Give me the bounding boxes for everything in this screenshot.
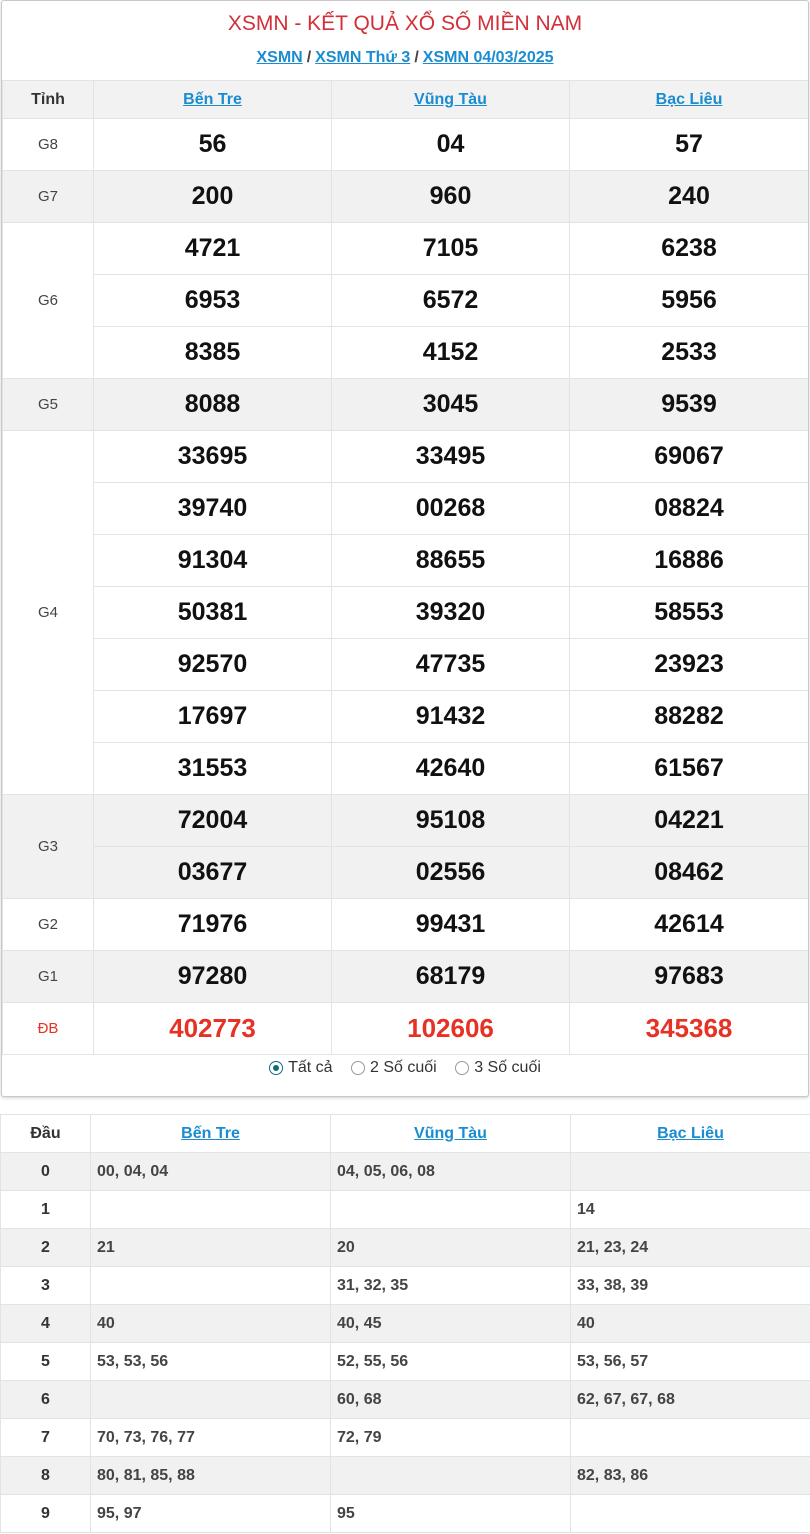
prize-number: 08462 <box>570 847 809 899</box>
column-header-province <box>91 1115 331 1153</box>
loto-row <box>1 1419 810 1457</box>
prize-row <box>3 1003 809 1055</box>
prize-number: 92570 <box>94 639 332 691</box>
loto-values: 95, 97 <box>91 1495 331 1533</box>
filter-option-all[interactable] <box>269 1059 332 1077</box>
prize-number: 56 <box>94 119 332 171</box>
loto-head-digit: 9 <box>1 1495 91 1533</box>
loto-row <box>1 1457 810 1495</box>
loto-head-digit: 4 <box>1 1305 91 1343</box>
prize-number: 42614 <box>570 899 809 951</box>
prize-number: 2533 <box>570 327 809 379</box>
filter-option-3-digits[interactable] <box>455 1059 541 1077</box>
loto-values: 33, 38, 39 <box>571 1267 810 1305</box>
loto-values: 53, 56, 57 <box>571 1343 810 1381</box>
prize-number: 6953 <box>94 275 332 327</box>
loto-head-digit: 5 <box>1 1343 91 1381</box>
prize-number: 91432 <box>332 691 570 743</box>
prize-number: 08824 <box>570 483 809 535</box>
prize-number: 3045 <box>332 379 570 431</box>
prize-number: 02556 <box>332 847 570 899</box>
prize-row <box>3 795 809 847</box>
prize-row <box>3 899 809 951</box>
loto-row <box>1 1381 810 1419</box>
column-header-tinh: Tỉnh <box>3 81 94 119</box>
prize-number: 9539 <box>570 379 809 431</box>
prize-number: 16886 <box>570 535 809 587</box>
prize-row <box>3 535 809 587</box>
column-header-province <box>570 81 809 119</box>
prize-label: G5 <box>3 379 94 431</box>
prize-number: 960 <box>332 171 570 223</box>
prize-number: 6238 <box>570 223 809 275</box>
prize-number: 8385 <box>94 327 332 379</box>
loto-row <box>1 1267 810 1305</box>
province-link-ben-tre[interactable]: Bến Tre <box>183 90 242 108</box>
loto-values: 95 <box>331 1495 571 1533</box>
loto-values <box>571 1419 810 1457</box>
results-body <box>3 119 809 1055</box>
breadcrumb: XSMN / XSMN Thứ 3 / XSMN 04/03/2025 <box>256 49 554 66</box>
loto-values <box>571 1153 810 1191</box>
prize-number: 99431 <box>332 899 570 951</box>
loto-province-link-ben-tre[interactable]: Bến Tre <box>181 1124 240 1142</box>
filter-option-label: 2 Số cuối <box>370 1059 437 1076</box>
loto-values: 40 <box>571 1305 810 1343</box>
loto-values: 21 <box>91 1229 331 1267</box>
loto-head-digit: 3 <box>1 1267 91 1305</box>
prize-number: 71976 <box>94 899 332 951</box>
loto-values: 82, 83, 86 <box>571 1457 810 1495</box>
prize-number: 31553 <box>94 743 332 795</box>
loto-head-digit: 6 <box>1 1381 91 1419</box>
results-table <box>2 80 809 1055</box>
loto-values: 62, 67, 67, 68 <box>571 1381 810 1419</box>
loto-table <box>0 1114 810 1533</box>
loto-province-link-vung-tau[interactable]: Vũng Tàu <box>414 1124 487 1142</box>
prize-number: 03677 <box>94 847 332 899</box>
prize-number: 7105 <box>332 223 570 275</box>
prize-label: G6 <box>3 223 94 379</box>
prize-number: 6572 <box>332 275 570 327</box>
prize-number: 47735 <box>332 639 570 691</box>
results-card <box>1 0 809 1097</box>
prize-row <box>3 691 809 743</box>
loto-values: 00, 04, 04 <box>91 1153 331 1191</box>
prize-row <box>3 431 809 483</box>
loto-values: 21, 23, 24 <box>571 1229 810 1267</box>
prize-label: G1 <box>3 951 94 1003</box>
prize-label: G2 <box>3 899 94 951</box>
prize-row <box>3 119 809 171</box>
prize-number: 402773 <box>94 1003 332 1055</box>
prize-number: 50381 <box>94 587 332 639</box>
loto-row <box>1 1343 810 1381</box>
loto-row <box>1 1495 810 1533</box>
prize-number: 33495 <box>332 431 570 483</box>
loto-values: 40 <box>91 1305 331 1343</box>
radio-icon[interactable] <box>455 1061 469 1075</box>
prize-number: 04 <box>332 119 570 171</box>
loto-province-link-bac-lieu[interactable]: Bạc Liêu <box>657 1124 724 1142</box>
column-header-province <box>331 1115 571 1153</box>
prize-label: G7 <box>3 171 94 223</box>
prize-number: 8088 <box>94 379 332 431</box>
column-header-province <box>94 81 332 119</box>
column-header-province <box>332 81 570 119</box>
prize-number: 00268 <box>332 483 570 535</box>
loto-head-digit: 2 <box>1 1229 91 1267</box>
loto-head-digit: 1 <box>1 1191 91 1229</box>
loto-values: 40, 45 <box>331 1305 571 1343</box>
loto-values <box>331 1457 571 1495</box>
loto-values: 31, 32, 35 <box>331 1267 571 1305</box>
prize-label: G4 <box>3 431 94 795</box>
prize-number: 58553 <box>570 587 809 639</box>
prize-number: 5956 <box>570 275 809 327</box>
prize-number: 17697 <box>94 691 332 743</box>
prize-number: 88655 <box>332 535 570 587</box>
province-link-bac-lieu[interactable]: Bạc Liêu <box>655 90 723 108</box>
province-link-vung-tau[interactable]: Vũng Tàu <box>414 90 487 108</box>
prize-number: 39320 <box>332 587 570 639</box>
prize-number: 4721 <box>94 223 332 275</box>
loto-values <box>91 1191 331 1229</box>
prize-label: G8 <box>3 119 94 171</box>
loto-body <box>1 1153 810 1533</box>
prize-row <box>3 171 809 223</box>
column-header-province <box>571 1115 810 1153</box>
column-header-dau: Đầu <box>1 1115 91 1153</box>
loto-values: 72, 79 <box>331 1419 571 1457</box>
loto-head-digit: 0 <box>1 1153 91 1191</box>
prize-number: 61567 <box>570 743 809 795</box>
loto-values <box>331 1191 571 1229</box>
prize-number: 68179 <box>332 951 570 1003</box>
loto-values <box>91 1381 331 1419</box>
results-header-row <box>3 81 809 119</box>
loto-head-digit: 8 <box>1 1457 91 1495</box>
prize-row <box>3 587 809 639</box>
prize-number: 240 <box>570 171 809 223</box>
prize-number: 33695 <box>94 431 332 483</box>
prize-row <box>3 327 809 379</box>
filter-option-2-digits[interactable] <box>351 1059 437 1077</box>
prize-number: 97280 <box>94 951 332 1003</box>
digit-filter <box>2 1059 808 1077</box>
loto-values: 53, 53, 56 <box>91 1343 331 1381</box>
prize-row <box>3 379 809 431</box>
filter-option-label: Tất cả <box>288 1059 333 1076</box>
loto-values: 52, 55, 56 <box>331 1343 571 1381</box>
radio-icon[interactable] <box>351 1061 365 1075</box>
loto-values: 04, 05, 06, 08 <box>331 1153 571 1191</box>
loto-values <box>571 1495 810 1533</box>
prize-number: 39740 <box>94 483 332 535</box>
prize-number: 72004 <box>94 795 332 847</box>
prize-row <box>3 223 809 275</box>
page-title: XSMN - KẾT QUẢ XỔ SỐ MIỀN NAM <box>227 12 583 35</box>
prize-number: 4152 <box>332 327 570 379</box>
breadcrumb-xsmn-thu-3[interactable]: XSMN Thứ 3 <box>315 49 411 66</box>
prize-label: G3 <box>3 795 94 899</box>
prize-row <box>3 483 809 535</box>
prize-row <box>3 743 809 795</box>
prize-row <box>3 951 809 1003</box>
loto-row <box>1 1191 810 1229</box>
loto-row <box>1 1229 810 1267</box>
loto-values: 80, 81, 85, 88 <box>91 1457 331 1495</box>
loto-values: 60, 68 <box>331 1381 571 1419</box>
prize-number: 57 <box>570 119 809 171</box>
prize-number: 23923 <box>570 639 809 691</box>
filter-option-label: 3 Số cuối <box>474 1059 541 1076</box>
prize-number: 04221 <box>570 795 809 847</box>
prize-row <box>3 639 809 691</box>
loto-head-digit: 7 <box>1 1419 91 1457</box>
prize-number: 95108 <box>332 795 570 847</box>
prize-number: 97683 <box>570 951 809 1003</box>
prize-number: 88282 <box>570 691 809 743</box>
loto-header-row <box>1 1115 810 1153</box>
prize-number: 42640 <box>332 743 570 795</box>
radio-selected-icon[interactable] <box>269 1061 283 1075</box>
prize-number: 200 <box>94 171 332 223</box>
loto-values: 20 <box>331 1229 571 1267</box>
prize-number: 91304 <box>94 535 332 587</box>
loto-values: 70, 73, 76, 77 <box>91 1419 331 1457</box>
prize-number: 345368 <box>570 1003 809 1055</box>
prize-number: 102606 <box>332 1003 570 1055</box>
prize-row <box>3 847 809 899</box>
prize-label: ĐB <box>3 1003 94 1055</box>
prize-number: 69067 <box>570 431 809 483</box>
prize-row <box>3 275 809 327</box>
loto-values <box>91 1267 331 1305</box>
loto-row <box>1 1305 810 1343</box>
breadcrumb-xsmn-date[interactable]: XSMN 04/03/2025 <box>422 49 554 66</box>
loto-values: 14 <box>571 1191 810 1229</box>
breadcrumb-xsmn[interactable]: XSMN <box>256 49 303 66</box>
loto-row <box>1 1153 810 1191</box>
